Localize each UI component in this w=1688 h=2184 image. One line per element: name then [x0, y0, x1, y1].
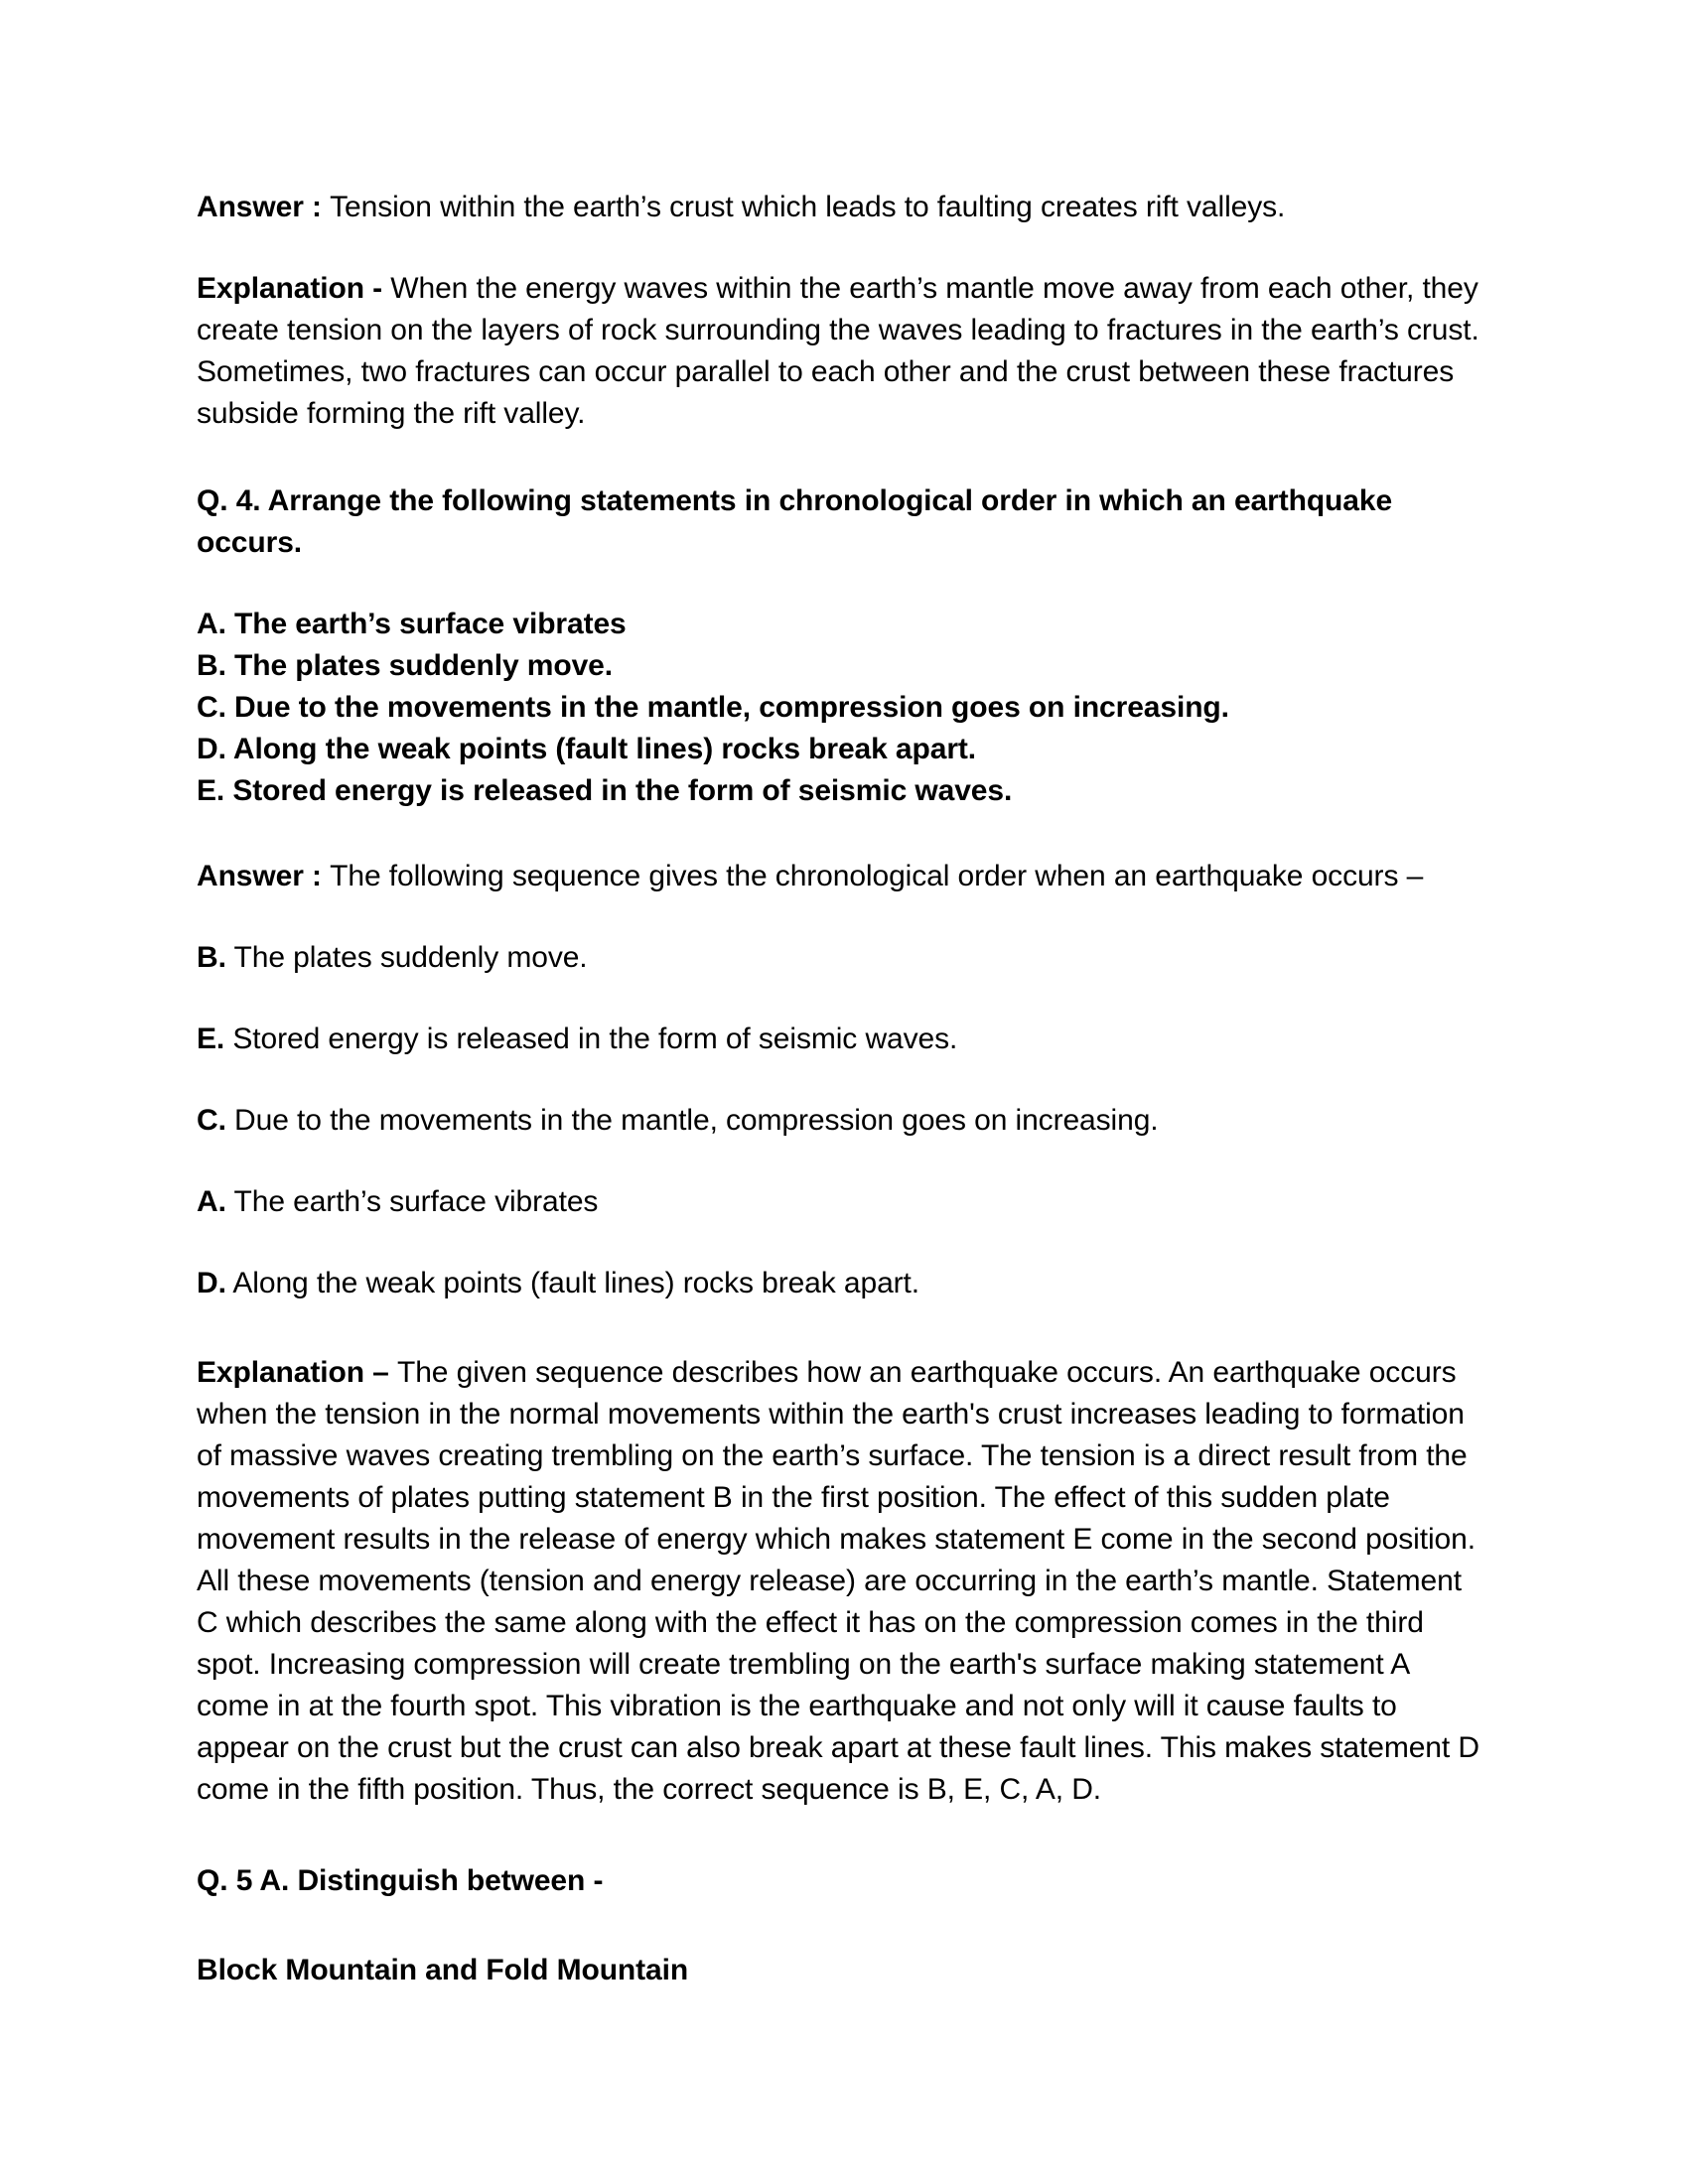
answer-text-1: Tension within the earth’s crust which leads to faulting creates rift valleys. [330, 191, 1286, 223]
sequence-text: The earth’s surface vibrates [225, 1185, 599, 1218]
sequence-text: Stored energy is released in the form of seismic waves. [224, 1023, 958, 1055]
answer-text-2: The following sequence gives the chronological order when an earthquake occurs – [330, 860, 1424, 892]
question-5-subject-heading: Block Mountain and Fold Mountain [197, 1954, 689, 1986]
explanation-label-1: Explanation - [197, 272, 391, 305]
explanation-text-1: When the energy waves within the earth’s mantle move away from each other, they create tension on the layers of rock surrounding the waves leading to fractures in the earth’s crust. Sometimes, two fractures can occur parallel to each other and the crust between these fractures subside forming the rift valley. [197, 272, 1479, 430]
statement-option: E. Stored energy is released in the form of seismic waves. [197, 774, 1013, 807]
sequence-letter: D. [197, 1267, 226, 1299]
answer-label-2: Answer : [197, 860, 331, 892]
sequence-text: Due to the movements in the mantle, compression goes on increasing. [225, 1104, 1159, 1137]
sequence-item [197, 1019, 1485, 1060]
sequence-letter: C. [197, 1104, 226, 1137]
statement-option: A. The earth’s surface vibrates [197, 608, 627, 640]
sequence-text: The plates suddenly move. [225, 941, 588, 974]
statement-option: D. Along the weak points (fault lines) rocks break apart. [197, 733, 977, 765]
sequence-text: Along the weak points (fault lines) rocks break apart. [225, 1267, 920, 1299]
sequence-item [197, 1263, 1485, 1304]
sequence-item [197, 937, 1485, 979]
statement-options-list [197, 604, 1485, 812]
statement-option: B. The plates suddenly move. [197, 649, 613, 682]
answer-sequence-list [197, 937, 1485, 1304]
explanation-label-2: Explanation – [197, 1356, 397, 1389]
answer-label-1: Answer : [197, 191, 331, 223]
answer-paragraph-1 [197, 187, 1485, 228]
sequence-item [197, 1100, 1485, 1142]
document-content [197, 187, 1485, 1991]
explanation-paragraph-1 [197, 268, 1485, 435]
sequence-item [197, 1181, 1485, 1223]
answer-paragraph-2 [197, 856, 1485, 897]
sequence-letter: A. [197, 1185, 226, 1218]
question-4-heading: Q. 4. Arrange the following statements in chronological order in which an earthquake occurs. [197, 484, 1393, 559]
sequence-letter: E. [197, 1023, 225, 1055]
explanation-paragraph-2 [197, 1352, 1485, 1811]
sequence-letter: B. [197, 941, 226, 974]
question-5-heading: Q. 5 A. Distinguish between - [197, 1864, 604, 1897]
statement-option: C. Due to the movements in the mantle, compression goes on increasing. [197, 691, 1229, 724]
explanation-text-2: The given sequence describes how an earthquake occurs. An earthquake occurs when the tension in the normal movements within the earth's crust increases leading to formation of massive waves creating trembling on the earth’s surface. The tension is a direct result from the movements of plates putting statement B in the first position. The effect of this sudden plate movement results in the release of energy which makes statement E come in the second position. All these movements (tension and energy release) are occurring in the earth’s mantle. Statement C which describes the same along with the effect it has on the compression comes in the third spot. Increasing compression will create trembling on the earth's surface making statement A come in at the fourth spot. This vibration is the earthquake and not only will it cause faults to appear on the crust but the crust can also break apart at these fault lines. This makes statement D come in the fifth position. Thus, the correct sequence is B, E, C, A, D. [197, 1356, 1479, 1806]
